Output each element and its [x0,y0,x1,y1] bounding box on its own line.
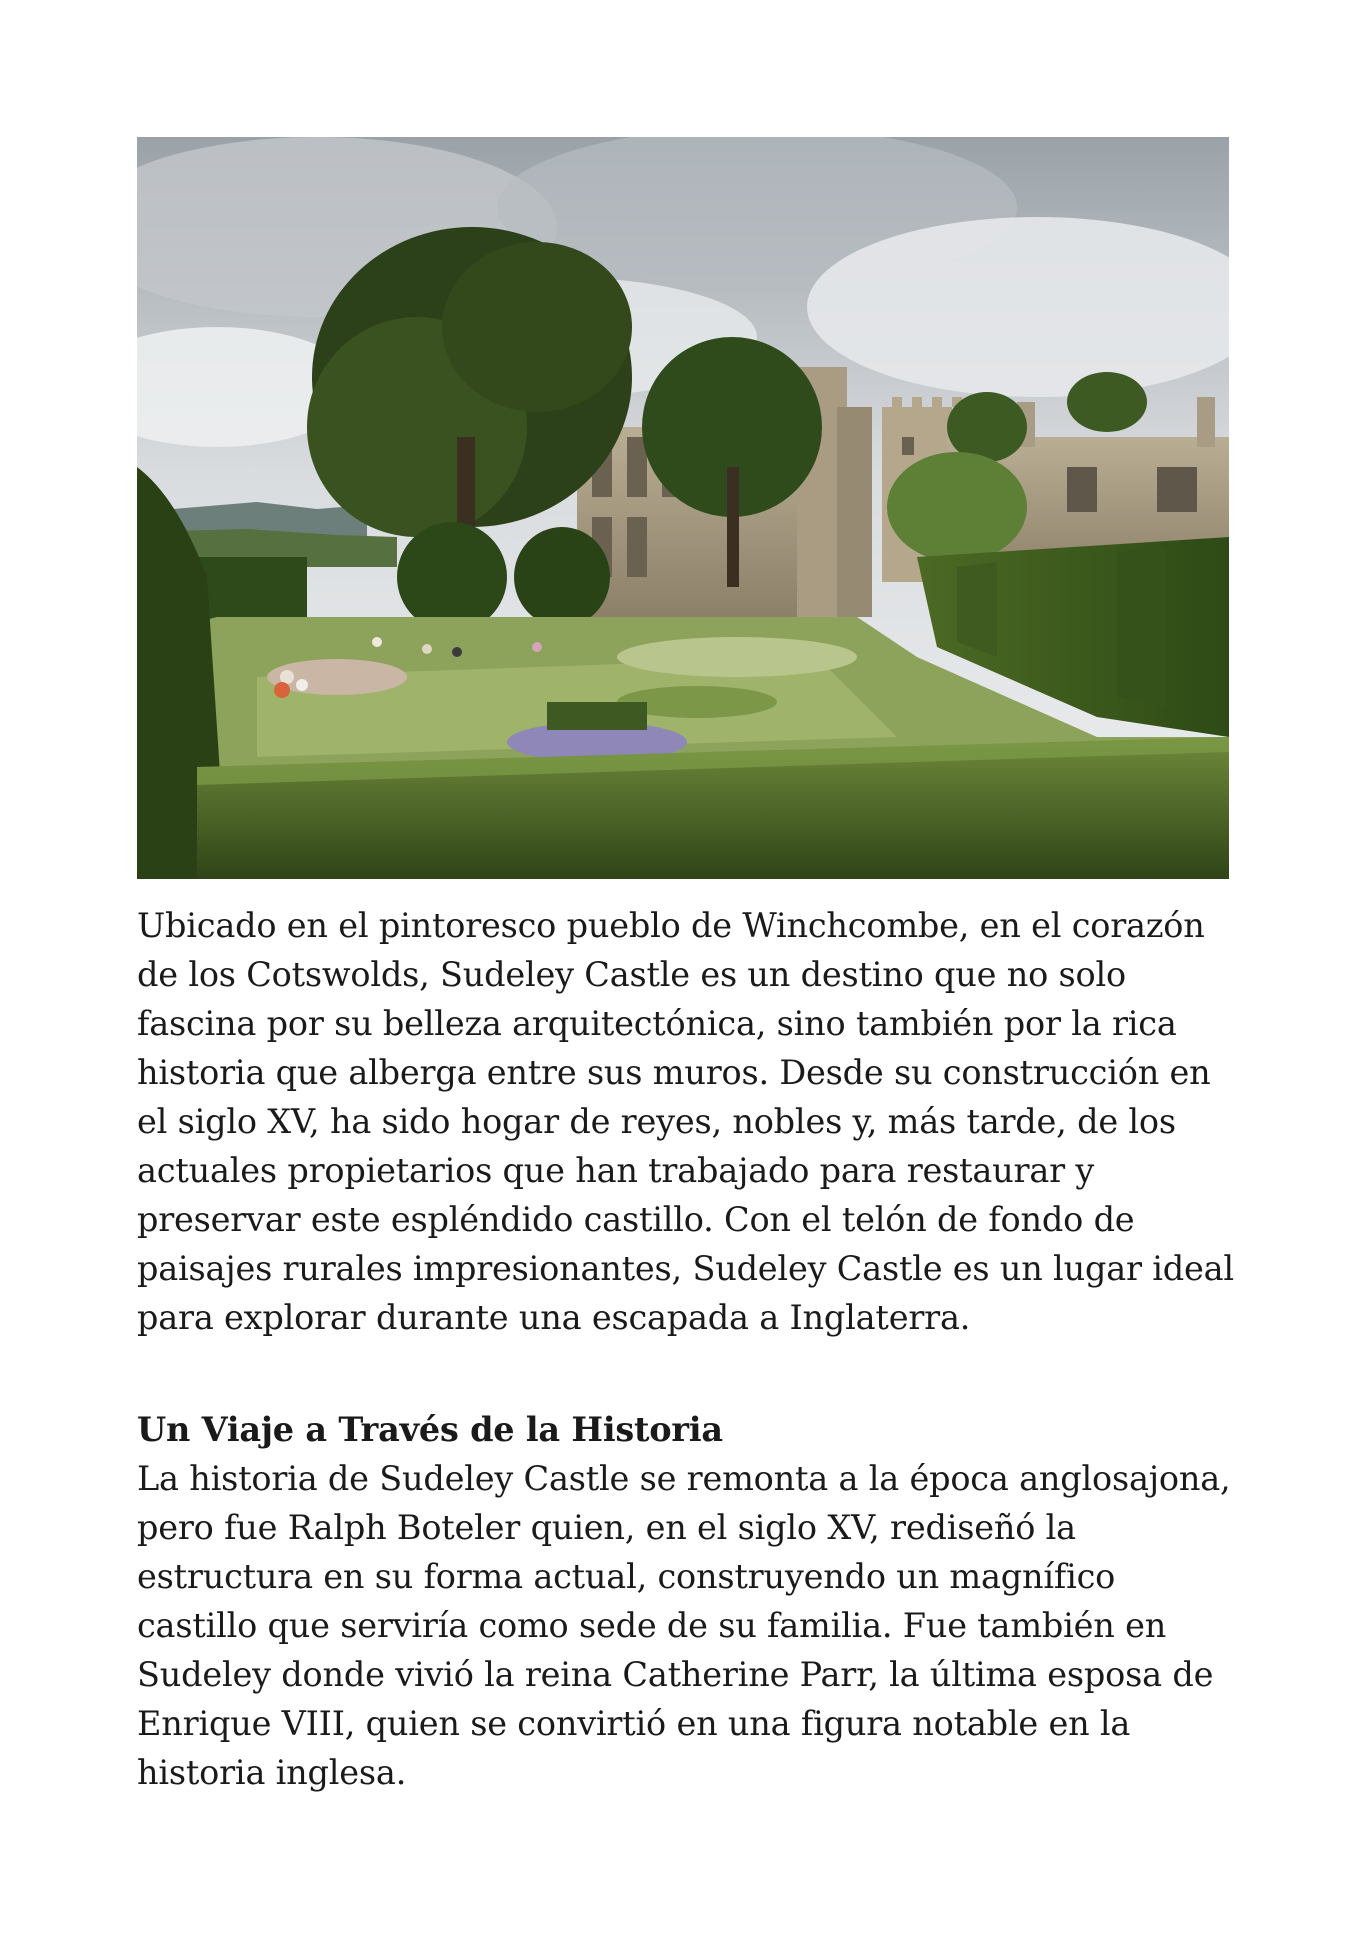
intro-line: historia que alberga entre sus muros. Desde su construcción en [137,1053,1211,1092]
history-line: pero fue Ralph Boteler quien, en el siglo XV, rediseñó la [137,1508,1076,1547]
intro-paragraph [137,901,1234,1342]
history-line: Sudeley donde vivió la reina Catherine Parr, la última esposa de [137,1655,1214,1694]
intro-line: paisajes rurales impresionantes, Sudeley Castle es un lugar ideal [137,1249,1234,1288]
intro-line: el siglo XV, ha sido hogar de reyes, nobles y, más tarde, de los [137,1102,1176,1141]
history-line: castillo que serviría como sede de su familia. Fue también en [137,1606,1167,1645]
intro-line: actuales propietarios que han trabajado para restaurar y [137,1151,1095,1190]
intro-line: fascina por su belleza arquitectónica, sino también por la rica [137,1004,1177,1043]
history-line: estructura en su forma actual, construyendo un magnífico [137,1557,1116,1596]
intro-line: Ubicado en el pintoresco pueblo de Winchcombe, en el corazón [137,906,1205,945]
castle-garden-photo [137,137,1229,879]
intro-line: de los Cotswolds, Sudeley Castle es un destino que no solo [137,955,1126,994]
intro-line: para explorar durante una escapada a Inglaterra. [137,1298,971,1337]
history-line: La historia de Sudeley Castle se remonta a la época anglosajona, [137,1459,1231,1498]
section-heading: Un Viaje a Través de la Historia [137,1410,723,1449]
intro-line: preservar este espléndido castillo. Con el telón de fondo de [137,1200,1135,1239]
photo-illustration [137,137,1229,879]
page-content [137,137,1234,1797]
history-line: Enrique VIII, quien se convirtió en una figura notable en la [137,1704,1131,1743]
history-line: historia inglesa. [137,1753,407,1792]
history-paragraph [137,1454,1229,1797]
